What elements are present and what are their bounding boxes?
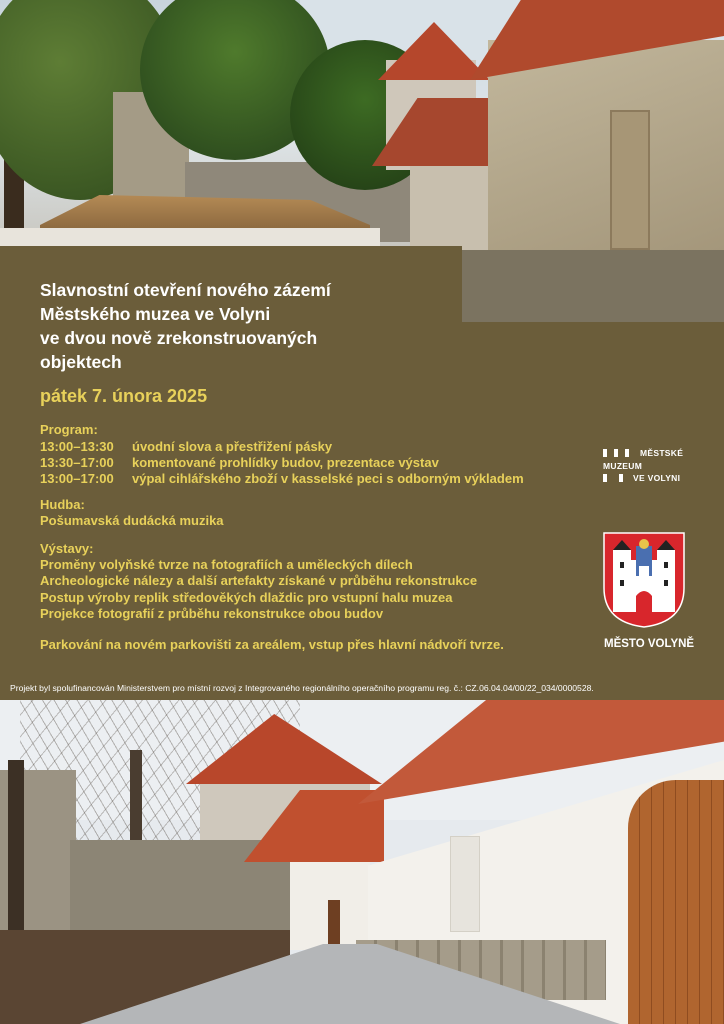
logo-line: MĚSTSKÉ (640, 448, 684, 458)
program-time: 13:00–17:00 (40, 471, 114, 486)
music-text: Pošumavská dudácká muzika (40, 513, 224, 528)
logo-line: MUZEUM (603, 461, 643, 471)
museum-logo (603, 447, 703, 487)
bricked-window (610, 110, 650, 250)
title-line: Slavnostní otevření nového zázemí (40, 280, 331, 300)
music-label: Hudba: (40, 497, 85, 512)
logo-bar-icon (614, 449, 618, 457)
parking-info: Parkování na novém parkovišti za areálem, vstup přes hlavní nádvoří tvrze. (40, 637, 504, 652)
door (328, 900, 340, 944)
event-date: pátek 7. února 2025 (40, 386, 208, 406)
program-time: 13:30–17:00 (40, 455, 114, 470)
title-line: objektech (40, 352, 122, 372)
exhibitions-label: Výstavy: (40, 541, 94, 556)
wooden-gate (628, 780, 724, 1024)
logo-bar-icon (603, 449, 607, 457)
ground (462, 250, 724, 322)
tree-trunk (8, 760, 24, 930)
program-text: komentované prohlídky budov, prezentace výstav (132, 455, 439, 470)
funding-notice: Projekt byl spolufinancován Ministerstvem pro místní rozvoj z Integrovaného regionálního operačního programu reg. č.: CZ.06.04.04/00/22_034/0000528. (10, 683, 594, 693)
exhibition-item: Archeologické nálezy a další artefakty získané v průběhu rekonstrukce (40, 573, 478, 588)
exhibition-item: Postup výroby replik středověkých dlaždic pro vstupní halu muzea (40, 590, 453, 605)
bottom-photo (0, 700, 724, 1024)
exhibition-item: Proměny volyňské tvrze na fotografiích a uměleckých dílech (40, 557, 413, 572)
tower-roof (378, 22, 490, 80)
event-title (40, 278, 460, 374)
logo-bar-icon (625, 449, 629, 457)
logo-bar-icon (619, 474, 623, 482)
program-item (40, 455, 439, 470)
program-item (40, 471, 524, 486)
program-item (40, 439, 332, 454)
exhibition-item: Projekce fotografií z průběhu rekonstrukce obou budov (40, 606, 384, 621)
logo-line: VE VOLYNI (633, 473, 681, 483)
town-name: MĚSTO VOLYNĚ (604, 638, 695, 650)
title-line: ve dvou nově zrekonstruovaných (40, 328, 318, 348)
coat-of-arms-icon (603, 532, 685, 628)
small-building (410, 162, 500, 252)
tarp (0, 228, 380, 246)
program-time: 13:00–13:30 (40, 439, 114, 454)
logo-bar-icon (603, 474, 607, 482)
title-line: Městského muzea ve Volyni (40, 304, 271, 324)
blind-window (450, 836, 480, 932)
program-label: Program: (40, 422, 98, 437)
program-text: výpal cihlářského zboží v kasselské peci s odborným výkladem (132, 471, 524, 486)
program-text: úvodní slova a přestřižení pásky (132, 439, 333, 454)
